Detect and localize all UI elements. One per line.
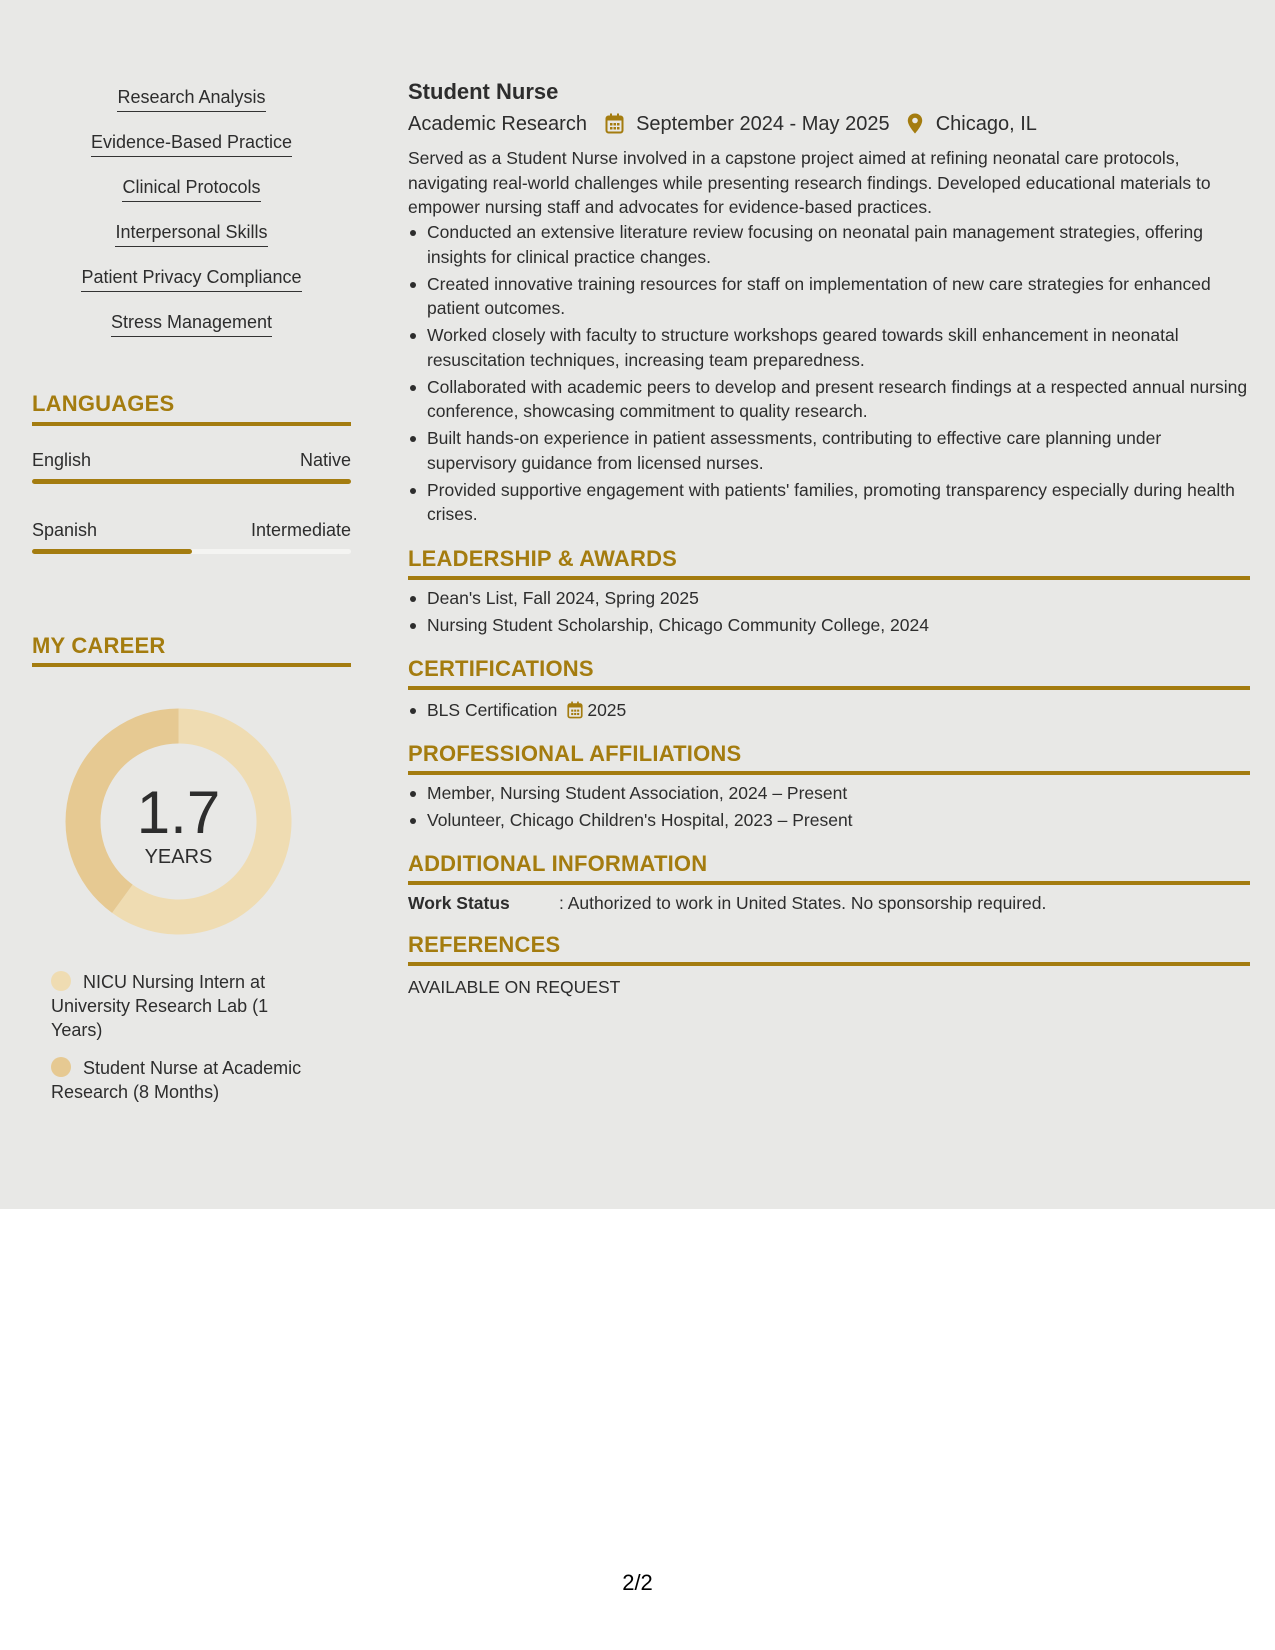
location-pin-icon	[907, 113, 923, 142]
affiliations-heading: PROFESSIONAL AFFILIATIONS	[408, 741, 742, 766]
language-name: Spanish	[32, 520, 98, 540]
career-legend-label: NICU Nursing Intern at University Research Lab (1 Years)	[51, 972, 269, 1040]
skill-label: Clinical Protocols	[122, 176, 260, 202]
affiliation-item: Volunteer, Chicago Children's Hospital, 2023 – Present	[408, 808, 1250, 833]
language-bar-fill	[32, 549, 192, 554]
legend-dot-icon	[51, 971, 71, 991]
language-row-english	[32, 448, 351, 472]
skill-item	[32, 176, 351, 221]
references-text: AVAILABLE ON REQUEST	[408, 977, 621, 997]
career-legend-item	[51, 970, 321, 1042]
language-bar-fill	[32, 479, 351, 484]
language-level: Native	[299, 450, 351, 470]
references-heading: REFERENCES	[408, 932, 561, 957]
certification-item	[408, 698, 1250, 726]
skill-label: Research Analysis	[117, 86, 265, 112]
job-dates: September 2024 - May 2025	[636, 113, 890, 135]
legend-dot-icon	[51, 1057, 71, 1077]
job-bullet: Created innovative training resources for staff on implementation of new care strategies for enhanced patient outcomes.	[408, 272, 1250, 321]
skill-label: Evidence-Based Practice	[91, 131, 292, 157]
job-summary: Served as a Student Nurse involved in a capstone project aimed at refining neonatal care protocols, navigating real-world challenges while presenting research findings. Developed educational materials to empower nursing staff and advocates for evidence-based practices.	[408, 148, 1211, 217]
career-total-value: 1.7	[136, 779, 221, 846]
leadership-heading: LEADERSHIP & AWARDS	[408, 546, 678, 571]
job-bullet: Built hands-on experience in patient assessments, contributing to effective care planning under supervisory guidance from licensed nurses.	[408, 426, 1250, 475]
skill-item	[32, 266, 351, 311]
work-status-value: : Authorized to work in United States. No sponsorship required.	[559, 893, 1047, 913]
skill-item	[32, 86, 351, 131]
skill-label: Interpersonal Skills	[115, 221, 267, 247]
affiliation-item: Member, Nursing Student Association, 2024 – Present	[408, 781, 1250, 806]
certifications-heading: CERTIFICATIONS	[408, 656, 594, 681]
job-location: Chicago, IL	[935, 113, 1037, 135]
language-bar-spanish	[32, 549, 351, 554]
job-bullet: Worked closely with faculty to structure workshops geared towards skill enhancement in neonatal resuscitation techniques, increasing team preparedness.	[408, 323, 1250, 372]
additional-info-divider	[408, 881, 1250, 885]
job-meta	[408, 110, 1037, 138]
languages-heading: LANGUAGES	[32, 391, 175, 416]
job-bullets	[408, 220, 1250, 529]
certifications-list	[408, 698, 1250, 728]
references-divider	[408, 962, 1250, 966]
job-bullet: Provided supportive engagement with patients' families, promoting transparency especially during health crises.	[408, 478, 1250, 527]
language-row-spanish	[32, 518, 351, 542]
language-bar-english	[32, 479, 351, 484]
certifications-divider	[408, 686, 1250, 690]
job-bullet: Conducted an extensive literature review focusing on neonatal pain management strategies, offering insights for clinical practice changes.	[408, 220, 1250, 269]
language-name: English	[32, 450, 92, 470]
job-title: Student Nurse	[408, 79, 559, 104]
certification-year: 2025	[587, 700, 627, 720]
skill-label: Stress Management	[111, 311, 272, 337]
career-legend-label: Student Nurse at Academic Research (8 Months)	[51, 1058, 302, 1102]
work-status-row	[408, 891, 1046, 915]
language-level: Intermediate	[250, 520, 351, 540]
job-company: Academic Research	[408, 113, 587, 135]
job-bullet: Collaborated with academic peers to develop and present research findings at a respected annual nursing conference, showcasing commitment to quality research.	[408, 375, 1250, 424]
career-heading: MY CAREER	[32, 633, 166, 658]
certification-name: BLS Certification	[427, 700, 558, 720]
affiliations-list	[408, 781, 1250, 835]
page-number: 2/2	[622, 1570, 653, 1595]
career-legend-item	[51, 1056, 321, 1104]
leadership-item: Nursing Student Scholarship, Chicago Community College, 2024	[408, 613, 1250, 638]
career-divider	[32, 663, 351, 667]
skill-label: Patient Privacy Compliance	[81, 266, 301, 292]
leadership-item: Dean's List, Fall 2024, Spring 2025	[408, 586, 1250, 611]
work-status-label: Work Status	[408, 893, 510, 913]
skills-list	[32, 86, 351, 356]
leadership-list	[408, 586, 1250, 640]
skill-item	[32, 131, 351, 176]
skill-item	[32, 311, 351, 356]
additional-info-heading: ADDITIONAL INFORMATION	[408, 851, 708, 876]
skill-item	[32, 221, 351, 266]
languages-divider	[32, 422, 351, 426]
career-total-unit: YEARS	[144, 846, 213, 868]
leadership-divider	[408, 576, 1250, 580]
calendar-icon	[567, 701, 583, 726]
calendar-icon	[605, 113, 624, 142]
affiliations-divider	[408, 771, 1250, 775]
